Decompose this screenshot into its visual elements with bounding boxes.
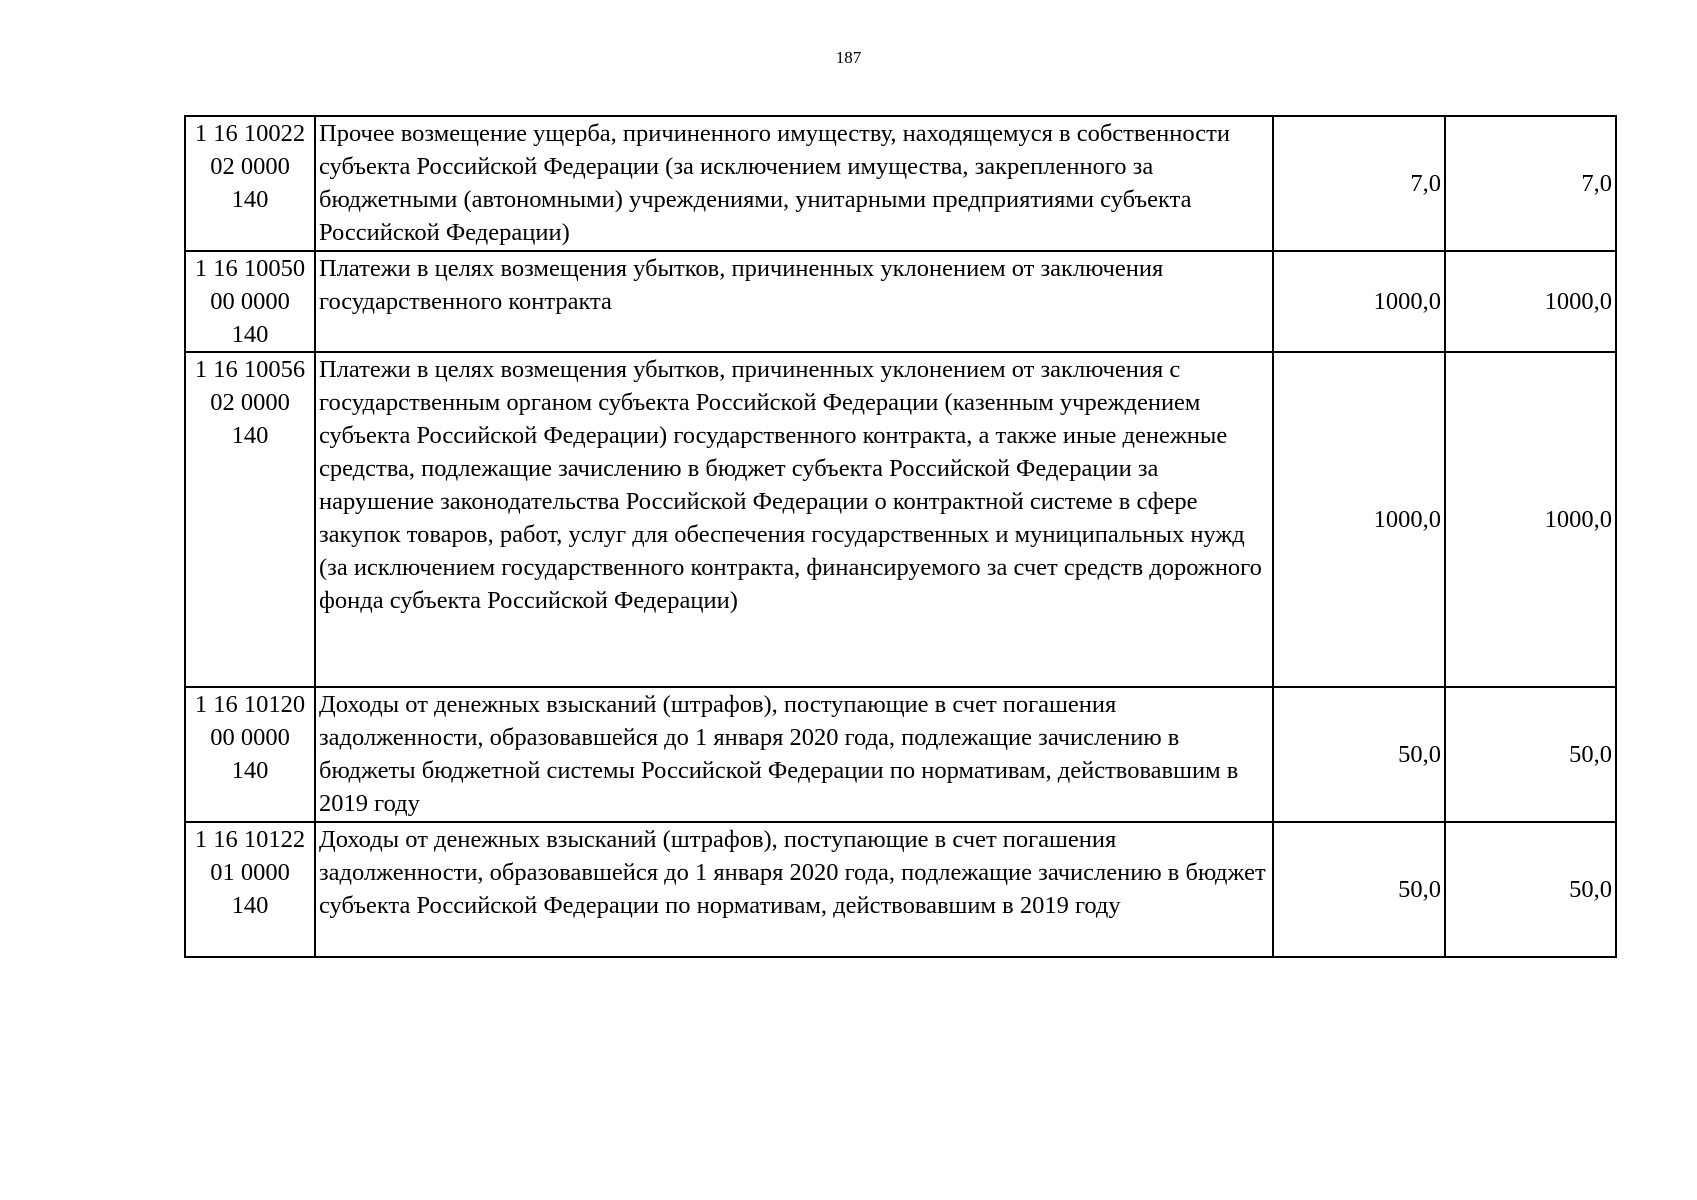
table-row — [185, 687, 1616, 822]
revenue-table — [184, 115, 1617, 958]
amount-cell-year-2: 50,0 — [1445, 822, 1616, 957]
table-row — [185, 116, 1616, 251]
amount-cell-year-2: 50,0 — [1445, 687, 1616, 822]
amount-cell-year-2: 7,0 — [1445, 116, 1616, 251]
budget-code-line: 140 — [231, 321, 269, 348]
budget-code-line: 1 16 10120 — [194, 691, 306, 718]
amount-cell-year-2: 1000,0 — [1445, 352, 1616, 687]
amount-cell-year-1: 1000,0 — [1273, 251, 1445, 352]
budget-code-cell — [185, 116, 315, 251]
revenue-name-cell: Платежи в целях возмещения убытков, причиненных уклонением от заключения с государственным органом субъекта Российской Федерации (казенным учреждением субъекта Российской Федерации) государственного контракта, а также иные денежные средства, подлежащие зачислению в бюджет субъекта Российской Федерации за нарушение законодательства Российской Федерации о контрактной системе в сфере закупок товаров, работ, услуг для обеспечения государственных и муниципальных нужд (за исключением государственного контракта, финансируемого за счет средств дорожного фонда субъекта Российской Федерации) — [315, 352, 1273, 687]
budget-code-cell — [185, 352, 315, 687]
budget-code-cell — [185, 251, 315, 352]
budget-code-line: 02 0000 — [210, 153, 290, 180]
budget-code-line: 01 0000 — [210, 859, 290, 886]
budget-code-line: 1 16 10022 — [194, 120, 306, 147]
budget-code-line: 140 — [231, 186, 269, 213]
revenue-name-cell: Платежи в целях возмещения убытков, причиненных уклонением от заключения государственного контракта — [315, 251, 1273, 352]
revenue-name-cell: Прочее возмещение ущерба, причиненного имуществу, находящемуся в собственности субъекта Российской Федерации (за исключением имущества, закрепленного за бюджетными (автономными) учреждениями, унитарными предприятиями субъекта Российской Федерации) — [315, 116, 1273, 251]
budget-code-line: 1 16 10056 — [194, 356, 306, 383]
budget-code-line: 1 16 10050 — [194, 255, 306, 282]
table-row — [185, 251, 1616, 352]
budget-code-cell — [185, 687, 315, 822]
page-number: 187 — [835, 48, 862, 67]
amount-cell-year-1: 50,0 — [1273, 687, 1445, 822]
revenue-name-cell: Доходы от денежных взысканий (штрафов), поступающие в счет погашения задолженности, образовавшейся до 1 января 2020 года, подлежащие зачислению в бюджет субъекта Российской Федерации по нормативам, действовавшим в 2019 году — [315, 822, 1273, 957]
amount-cell-year-2: 1000,0 — [1445, 251, 1616, 352]
amount-cell-year-1: 1000,0 — [1273, 352, 1445, 687]
amount-cell-year-1: 7,0 — [1273, 116, 1445, 251]
budget-code-line: 1 16 10122 — [194, 826, 306, 853]
table-row — [185, 822, 1616, 957]
budget-code-cell — [185, 822, 315, 957]
budget-code-line: 140 — [231, 422, 269, 449]
budget-code-line: 02 0000 — [210, 389, 290, 416]
budget-code-line: 140 — [231, 757, 269, 784]
budget-code-line: 140 — [231, 892, 269, 919]
budget-code-line: 00 0000 — [210, 288, 290, 315]
revenue-name-cell: Доходы от денежных взысканий (штрафов), поступающие в счет погашения задолженности, образовавшейся до 1 января 2020 года, подлежащие зачислению в бюджеты бюджетной системы Российской Федерации по нормативам, действовавшим в 2019 году — [315, 687, 1273, 822]
budget-code-line: 00 0000 — [210, 724, 290, 751]
table-row — [185, 352, 1616, 687]
amount-cell-year-1: 50,0 — [1273, 822, 1445, 957]
